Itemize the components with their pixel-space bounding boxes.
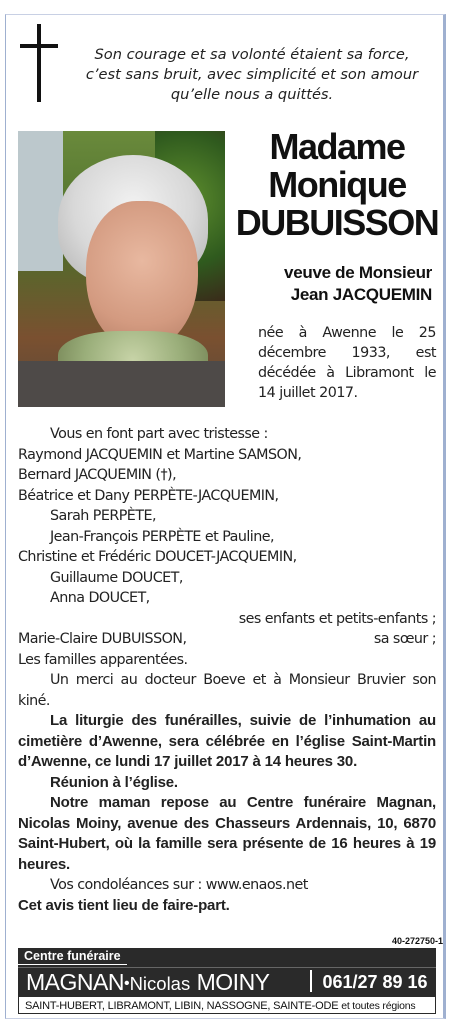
family-line: Béatrice et Dany PERPÈTE-JACQUEMIN, bbox=[18, 487, 279, 504]
verse-line: c’est sans bruit, avec simplicité et son amour bbox=[85, 66, 419, 83]
verse-line: qu’elle nous a quittés. bbox=[170, 86, 334, 103]
birth-death-text: née à Awenne le 25 décembre 1933, est décédée à Libramont le 14 juillet 2017. bbox=[258, 325, 436, 401]
brand-dot: • bbox=[123, 974, 130, 992]
liturgy-text: La liturgie des funérailles, suivie de l’inhumation au cimetière d’Awenne, sera célébrée en l’église Saint-Martin d’Awenne, ce lundi 17 juillet 2017 à 14 heures 30. bbox=[18, 712, 436, 770]
brand-last: MOINY bbox=[196, 969, 270, 995]
widow-line-1: veuve de Monsieur bbox=[284, 263, 432, 282]
funeral-home-banner bbox=[18, 948, 436, 1014]
name-last: DUBUISSON bbox=[235, 202, 439, 243]
banner-separator bbox=[310, 970, 312, 992]
funeral-home-logo bbox=[26, 968, 270, 998]
regions-list: SAINT-HUBERT, LIBRAMONT, LIBIN, NASSOGNE, SAINTE-ODE bbox=[25, 1000, 339, 1012]
brand-main: MAGNAN bbox=[26, 969, 124, 995]
family-line: Sarah PERPÈTE, bbox=[50, 508, 156, 524]
family-line: Bernard JACQUEMIN (†), bbox=[18, 467, 177, 483]
notice-text: Cet avis tient lieu de faire-part. bbox=[18, 896, 230, 914]
thanks-line bbox=[18, 670, 436, 711]
reference-number: 40-272750-1 bbox=[391, 936, 443, 946]
phone-number: 061/27 89 16 bbox=[322, 972, 428, 992]
banner-tag: Centre funéraire bbox=[18, 948, 127, 965]
family-line: Jean-François PERPÈTE et Pauline, bbox=[50, 528, 274, 545]
widow-of bbox=[232, 262, 432, 306]
notice-body bbox=[18, 424, 436, 916]
verse-line: Son courage et sa volonté étaient sa force, bbox=[94, 46, 410, 63]
family-line: Raymond JACQUEMIN et Martine SAMSON, bbox=[18, 446, 302, 463]
name-title: Madame bbox=[269, 126, 405, 167]
brand-first: Nicolas bbox=[129, 973, 191, 994]
cross-icon-bar bbox=[20, 44, 58, 48]
sister-row bbox=[18, 629, 436, 650]
family-line: Anna DOUCET, bbox=[50, 590, 150, 606]
family-line: Christine et Frédéric DOUCET-JACQUEMIN, bbox=[18, 549, 297, 565]
cross-icon bbox=[37, 24, 41, 102]
children-role: ses enfants et petits-enfants ; bbox=[238, 610, 436, 627]
widow-line-2: Jean JACQUEMIN bbox=[290, 285, 432, 304]
regions-suffix: et toutes régions bbox=[341, 1000, 416, 1012]
reunion-text: Réunion à l’église. bbox=[50, 773, 178, 791]
thanks-text: Un merci au docteur Boeve et à Monsieur Bruvier son kiné. bbox=[18, 672, 436, 709]
family-line: Guillaume DOUCET, bbox=[50, 569, 183, 586]
name-first: Monique bbox=[268, 164, 406, 205]
deceased-name bbox=[232, 128, 442, 242]
memorial-verse bbox=[72, 45, 432, 105]
portrait-photo bbox=[18, 131, 225, 407]
sister-role: sa sœur ; bbox=[373, 631, 436, 647]
rest-text: Notre maman repose au Centre funéraire Magnan, Nicolas Moiny, avenue des Chasseurs Ardennais, 10, 6870 Saint-Hubert, où la famille sera présente de 16 heures à 19 heures. bbox=[18, 794, 436, 873]
intro-line: Vous en font part avec tristesse : bbox=[50, 426, 268, 442]
regions-line bbox=[18, 996, 436, 1014]
condolences-text: Vos condoléances sur : www.enaos.net bbox=[50, 877, 308, 893]
relatives-line: Les familles apparentées. bbox=[18, 651, 188, 668]
sister-name: Marie-Claire DUBUISSON, bbox=[18, 631, 187, 647]
